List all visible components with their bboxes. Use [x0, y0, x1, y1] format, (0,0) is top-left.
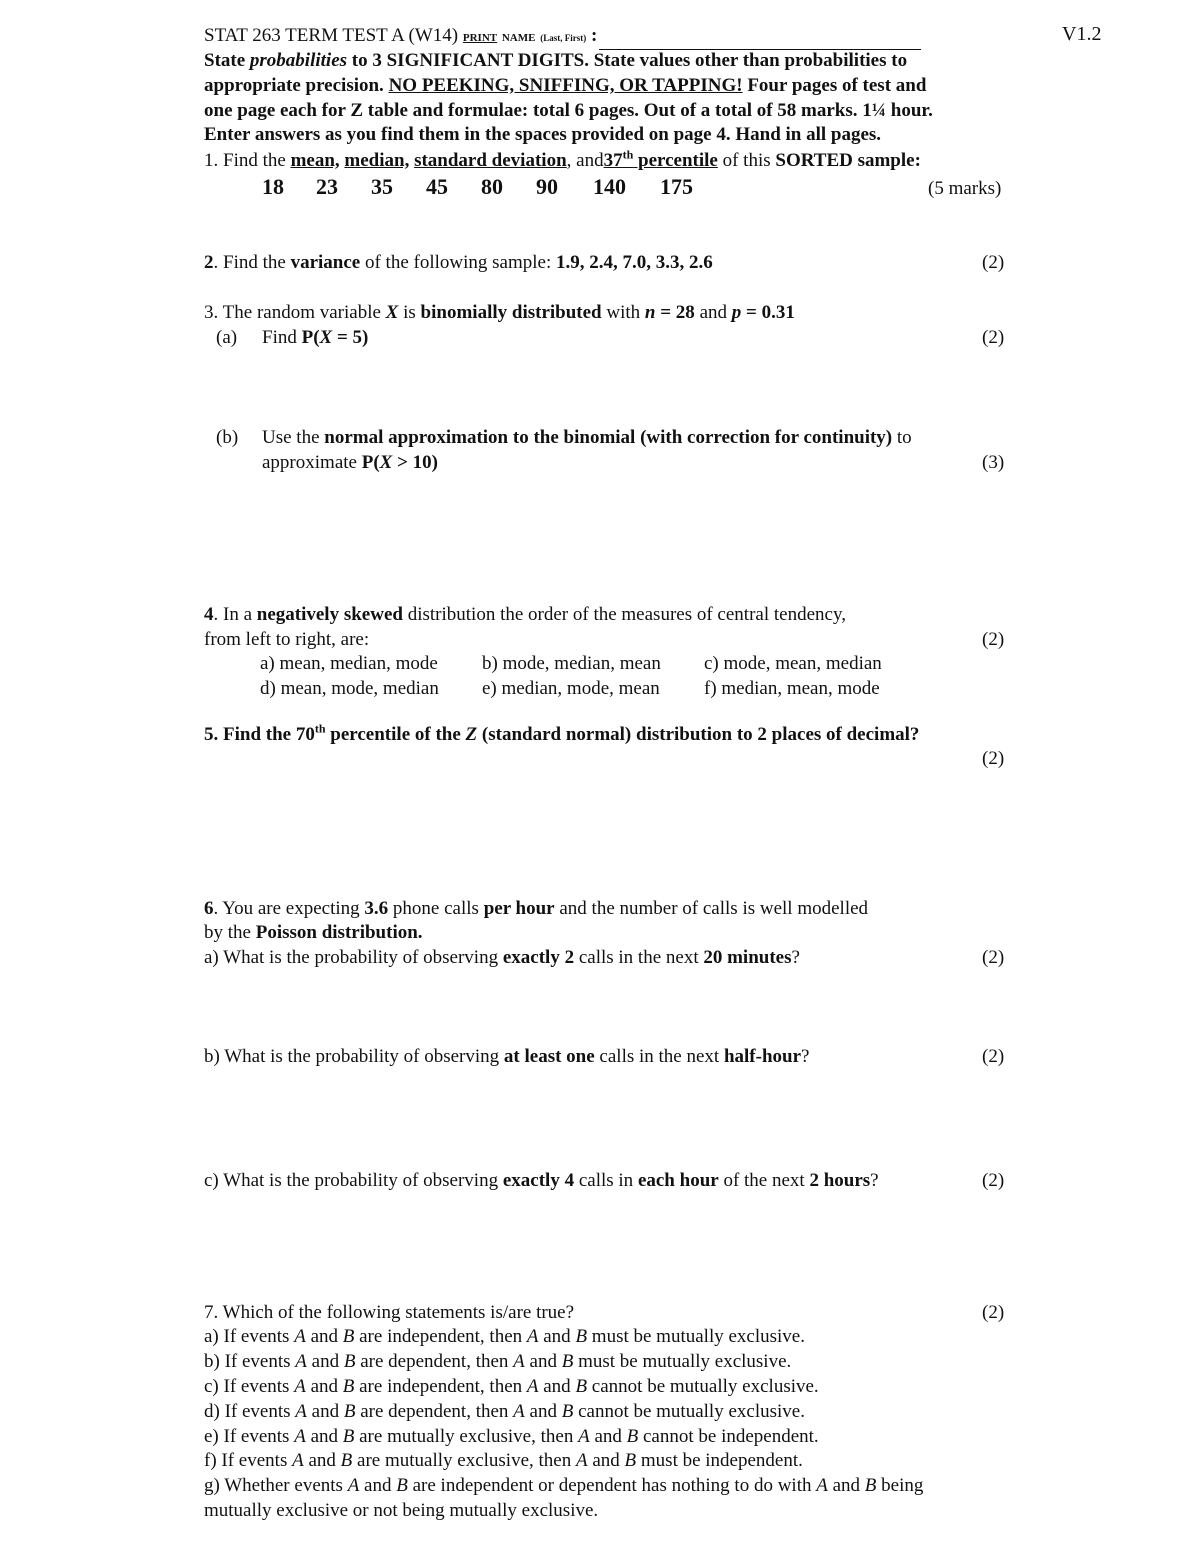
statement-g: g) Whether events A and B are independent or dependent has nothing to do with A and B being [204, 1475, 924, 1496]
question-1: 1. Find the mean, median, standard deviation, and37th percentile of this SORTED sample: [204, 147, 921, 171]
question-6-line-2: by the Poisson distribution. [204, 922, 423, 943]
question-3b-marks: (3) [982, 452, 1005, 473]
option-b: b) mode, median, mean [482, 653, 661, 674]
question-3b-line-2: approximate P(X > 10) [262, 452, 438, 473]
sample-value: 80 [481, 174, 503, 199]
question-6b: b) What is the probability of observing at least one calls in the next half-hour? [204, 1046, 810, 1067]
statement-f: f) If events A and B are mutually exclusive, then A and B must be independent. [204, 1450, 803, 1471]
test-title: STAT 263 TERM TEST A (W14) [204, 25, 459, 46]
question-6c: c) What is the probability of observing exactly 4 calls in each hour of the next 2 hours? [204, 1170, 879, 1191]
question-7-marks: (2) [982, 1302, 1005, 1323]
question-1-marks: (5 marks) [928, 178, 1002, 199]
instructions-line-2: appropriate precision. NO PEEKING, SNIFFING, OR TAPPING! Four pages of test and [204, 75, 927, 96]
sample-value: 23 [316, 174, 338, 199]
question-2: 2. Find the variance of the following sample: 1.9, 2.4, 7.0, 3.3, 2.6 [204, 252, 713, 273]
statement-a: a) If events A and B are independent, then A and B must be mutually exclusive. [204, 1326, 805, 1347]
option-c: c) mode, mean, median [704, 653, 882, 674]
question-5: 5. Find the 70th percentile of the Z (standard normal) distribution to 2 places of decimal? [204, 721, 920, 745]
option-e: e) median, mode, mean [482, 678, 660, 699]
sample-value: 90 [536, 174, 558, 199]
sample-value: 175 [660, 174, 693, 199]
name-hint: (Last, First) [540, 33, 587, 43]
statement-g-line-2: mutually exclusive or not being mutually exclusive. [204, 1500, 599, 1521]
sample-value: 140 [593, 174, 626, 199]
question-3: 3. The random variable X is binomially distributed with n = 28 and p = 0.31 [204, 302, 795, 323]
question-6: 6. You are expecting 3.6 phone calls per hour and the number of calls is well modelled [204, 898, 869, 919]
question-3a-marks: (2) [982, 327, 1005, 348]
question-7: 7. Which of the following statements is/are true? [204, 1302, 575, 1323]
version-label: V1.2 [1062, 23, 1102, 45]
question-4-line-2: from left to right, are: [204, 629, 370, 650]
instructions-line-4: Enter answers as you find them in the spaces provided on page 4. Hand in all pages. [204, 124, 882, 145]
statement-d: d) If events A and B are dependent, then A and B cannot be mutually exclusive. [204, 1401, 805, 1422]
instructions-line-1: State probabilities to 3 SIGNIFICANT DIGITS. State values other than probabilities to [204, 50, 908, 71]
question-5-marks: (2) [982, 748, 1005, 769]
question-6c-marks: (2) [982, 1170, 1005, 1191]
question-4-marks: (2) [982, 629, 1005, 650]
option-f: f) median, mean, mode [704, 678, 880, 699]
question-2-marks: (2) [982, 252, 1005, 273]
question-3b-label: (b) [216, 427, 239, 448]
statement-c: c) If events A and B are independent, then A and B cannot be mutually exclusive. [204, 1376, 819, 1397]
question-6b-marks: (2) [982, 1046, 1005, 1067]
header-line [204, 24, 921, 50]
print-label: PRINT [462, 32, 498, 44]
option-a: a) mean, median, mode [260, 653, 438, 674]
question-6a-marks: (2) [982, 947, 1005, 968]
statement-e: e) If events A and B are mutually exclusive, then A and B cannot be independent. [204, 1426, 819, 1447]
name-colon: : [590, 25, 598, 46]
question-3a-label: (a) [216, 327, 238, 348]
name-label: NAME [501, 32, 536, 44]
question-3b: Use the normal approximation to the binomial (with correction for continuity) to [262, 427, 912, 448]
sample-value: 45 [426, 174, 448, 199]
sample-value: 35 [371, 174, 393, 199]
question-3a: Find P(X = 5) [262, 327, 369, 348]
name-field[interactable] [599, 31, 921, 50]
question-6a: a) What is the probability of observing exactly 2 calls in the next 20 minutes? [204, 947, 800, 968]
instructions-line-3: one page each for Z table and formulae: total 6 pages. Out of a total of 58 marks. 1¼ hour. [204, 100, 933, 121]
statement-b: b) If events A and B are dependent, then A and B must be mutually exclusive. [204, 1351, 792, 1372]
sample-value: 18 [262, 174, 284, 199]
question-4: 4. In a negatively skewed distribution the order of the measures of central tendency, [204, 604, 846, 625]
option-d: d) mean, mode, median [260, 678, 439, 699]
